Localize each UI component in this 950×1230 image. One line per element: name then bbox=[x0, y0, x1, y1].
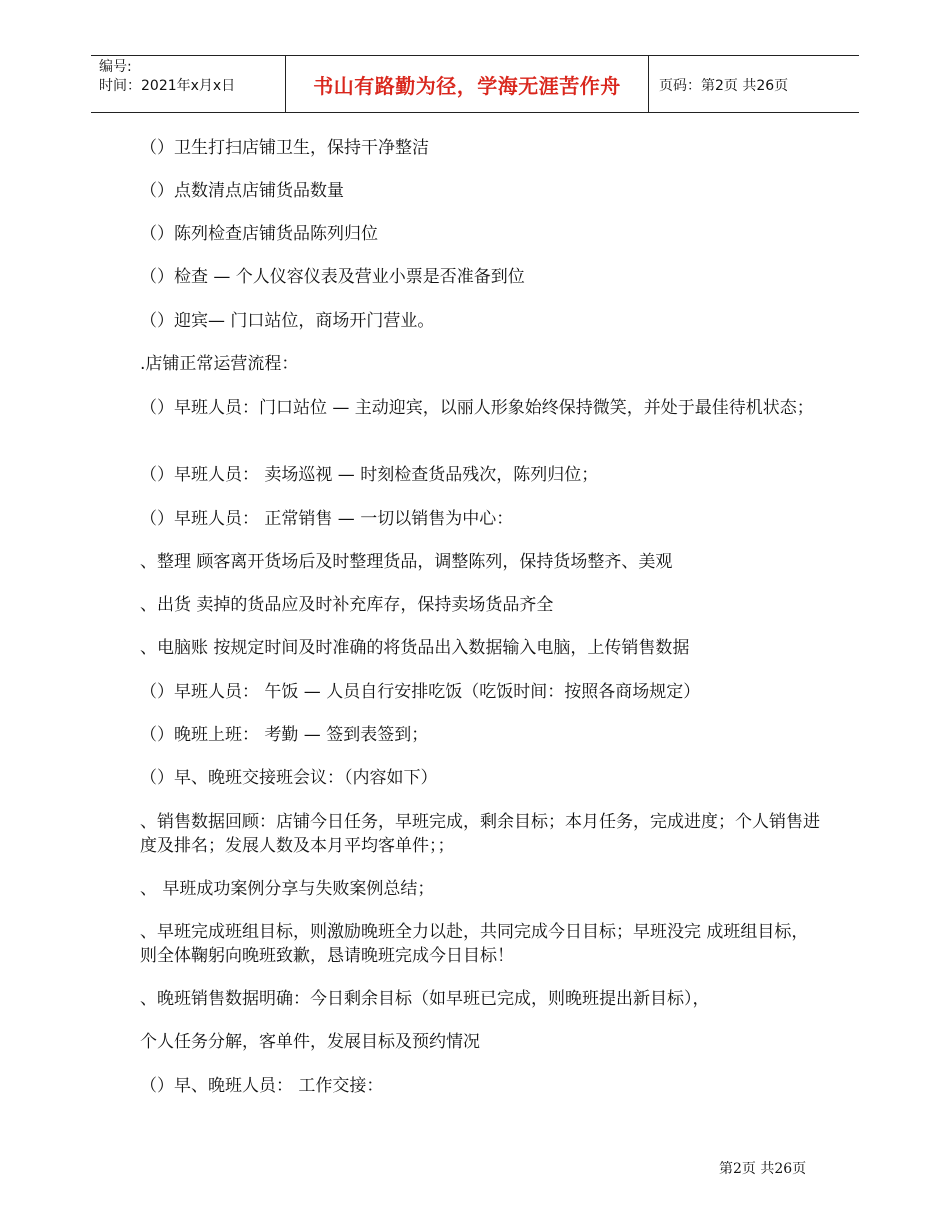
paragraph: 、 早班成功案例分享与失败案例总结； bbox=[140, 879, 435, 899]
paragraph: （）卫生打扫店铺卫生，保持干净整洁 bbox=[140, 138, 429, 158]
header-meta bbox=[91, 56, 285, 115]
time-label: 时间：2021年x月x日 bbox=[99, 78, 236, 94]
header-motto: 书山有路勤为径，学海无涯苦作舟 bbox=[285, 56, 649, 113]
paragraph: 、晚班销售数据明确：今日剩余目标（如早班已完成，则晚班提出新目标）， bbox=[140, 989, 710, 1009]
number-label: 编号: bbox=[99, 59, 132, 75]
section-heading: .店铺正常运营流程： bbox=[140, 354, 299, 374]
paragraph: 、销售数据回顾：店铺今日任务，早班完成，剩余目标；本月任务，完成进度；个人销售进度及排名；发展人数及本月平均客单件；； bbox=[140, 812, 820, 856]
paragraph: （）早班人员：门口站位 — 主动迎宾，以丽人形象始终保持微笑，并处于最佳待机状态； bbox=[140, 398, 814, 418]
paragraph: （）点数清点店铺货品数量 bbox=[140, 181, 344, 201]
page-footer: 第2页 共26页 bbox=[719, 1161, 807, 1177]
paragraph: 个人任务分解，客单件，发展目标及预约情况 bbox=[140, 1032, 480, 1052]
paragraph: （）早、晚班交接班会议：（内容如下） bbox=[140, 768, 438, 788]
paragraph: （）早班人员： 正常销售 — 一切以销售为中心： bbox=[140, 509, 514, 529]
paragraph: 、早班完成班组目标，则激励晚班全力以赴，共同完成今日目标；早班没完 成班组目标，则全体鞠躬向晚班致歉，恳请晚班完成今日目标！ bbox=[140, 922, 809, 966]
paragraph: （）早、晚班人员： 工作交接： bbox=[140, 1076, 384, 1096]
paragraph: 、整理 顾客离开货场后及时整理货品，调整陈列，保持货场整齐、美观 bbox=[140, 552, 673, 572]
page-header bbox=[91, 55, 859, 113]
paragraph: 、出货 卖掉的货品应及时补充库存，保持卖场货品齐全 bbox=[140, 595, 554, 615]
paragraph: （）早班人员： 卖场巡视 — 时刻检查货品残次，陈列归位； bbox=[140, 465, 599, 485]
paragraph: （）迎宾— 门口站位，商场开门营业。 bbox=[140, 311, 435, 331]
paragraph: （）陈列检查店铺货品陈列归位 bbox=[140, 224, 378, 244]
paragraph: 、电脑账 按规定时间及时准确的将货品出入数据输入电脑，上传销售数据 bbox=[140, 638, 690, 658]
paragraph: （）检查 — 个人仪容仪表及营业小票是否准备到位 bbox=[140, 267, 525, 287]
header-page-info: 页码：第2页 共26页 bbox=[659, 77, 789, 94]
paragraph: （）晚班上班： 考勤 — 签到表签到； bbox=[140, 725, 429, 745]
paragraph: （）早班人员： 午饭 — 人员自行安排吃饭（吃饭时间：按照各商场规定） bbox=[140, 682, 701, 702]
